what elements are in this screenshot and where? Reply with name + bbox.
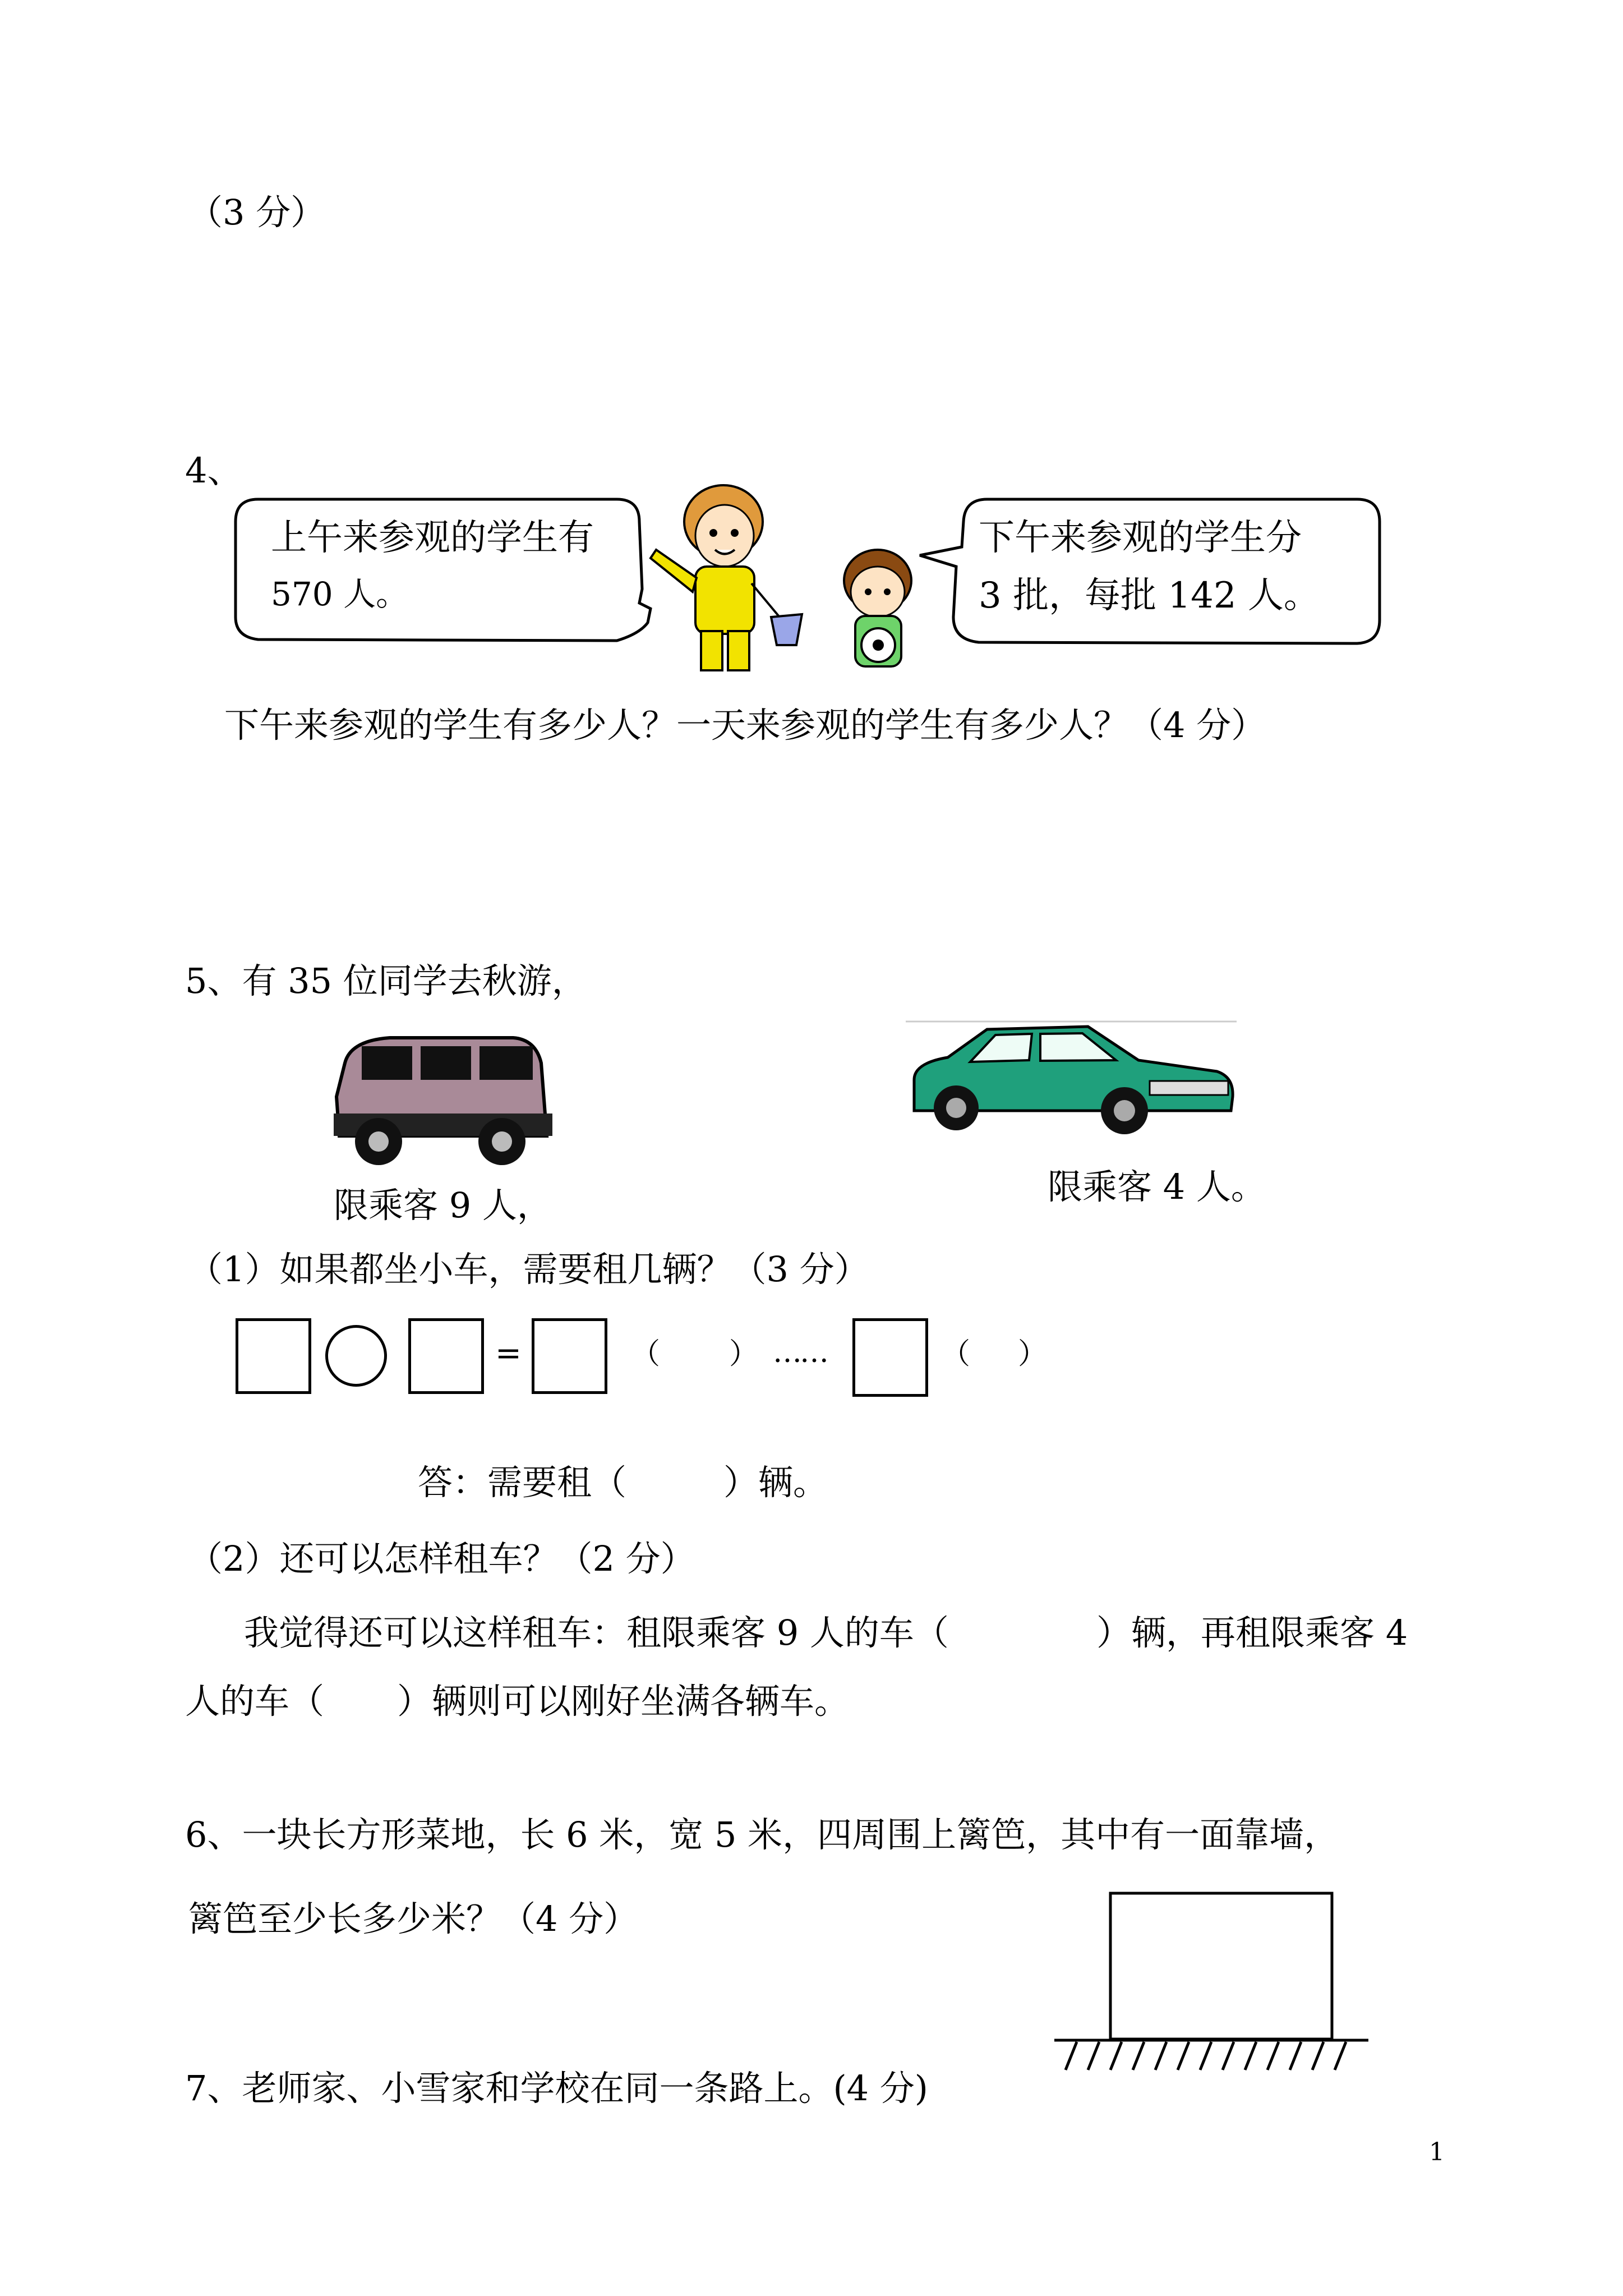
car-icon: [903, 1018, 1239, 1136]
boy-with-bag-icon: [651, 485, 802, 670]
van-caption: 限乘客 9 人，: [334, 1185, 552, 1226]
q5-part2-line2-before: 人的车（: [185, 1681, 325, 1722]
garden-wall-diagram: [1054, 1890, 1380, 2076]
right-bubble-line1: 下午来参观的学生分: [979, 517, 1302, 559]
equation-box-2[interactable]: [408, 1318, 484, 1394]
unit-paren-close: ）: [1018, 1337, 1048, 1371]
q7-line1: 7、老师家、小雪家和学校在同一条路上。(4 分): [185, 2068, 928, 2109]
wall-hatch-marks: [1066, 2042, 1346, 2070]
left-bubble-line2: 570 人。: [271, 575, 409, 613]
equation-box-4[interactable]: [852, 1318, 928, 1397]
car-caption: 限乘客 4 人。: [1048, 1166, 1266, 1207]
unit-paren-open: （: [941, 1337, 971, 1371]
q4-question: 下午来参观的学生有多少人？一天来参观的学生有多少人？（4 分）: [224, 705, 1266, 746]
garden-rectangle: [1110, 1893, 1332, 2039]
equals-sign: =: [495, 1335, 522, 1372]
van-icon: [328, 1029, 552, 1170]
q6-line2: 篱笆至少长多少米？（4 分）: [188, 1898, 639, 1939]
equation-box-1[interactable]: [236, 1318, 311, 1394]
q5-part2-line1-before: 我觉得还可以这样租车：租限乘客 9 人的车（: [244, 1612, 949, 1653]
equation-box-3[interactable]: [532, 1318, 607, 1394]
quotient-paren-open: （: [631, 1337, 661, 1371]
q5-intro: 5、有 35 位同学去秋游，: [185, 960, 587, 1001]
q6-line1: 6、一块长方形菜地，长 6 米，宽 5 米，四周围上篱笆，其中有一面靠墙，: [185, 1814, 1339, 1855]
q5-answer-prefix: 答：需要租（: [418, 1462, 627, 1503]
q5-part2-line1-after: ）辆，再租限乘客 4: [1096, 1612, 1408, 1653]
remainder-dots: ……: [773, 1336, 827, 1369]
q3-score: （3 分）: [188, 192, 326, 233]
boy-with-ball-icon: [844, 550, 911, 666]
q4-number: 4、: [185, 450, 242, 491]
page-number: 1: [1429, 2138, 1445, 2166]
left-bubble-line1: 上午来参观的学生有: [271, 517, 594, 559]
operator-circle[interactable]: [325, 1325, 387, 1387]
right-bubble-line2: 3 批，每批 142 人。: [979, 575, 1320, 616]
q5-part1: （1）如果都坐小车，需要租几辆？（3 分）: [188, 1249, 869, 1290]
q5-answer-suffix: ）辆。: [723, 1462, 828, 1503]
quotient-paren-close: ）: [729, 1337, 759, 1371]
q5-part2-line2-after: ）辆则可以刚好坐满各辆车。: [397, 1681, 850, 1722]
q5-part2: （2）还可以怎样租车？（2 分）: [188, 1538, 695, 1579]
